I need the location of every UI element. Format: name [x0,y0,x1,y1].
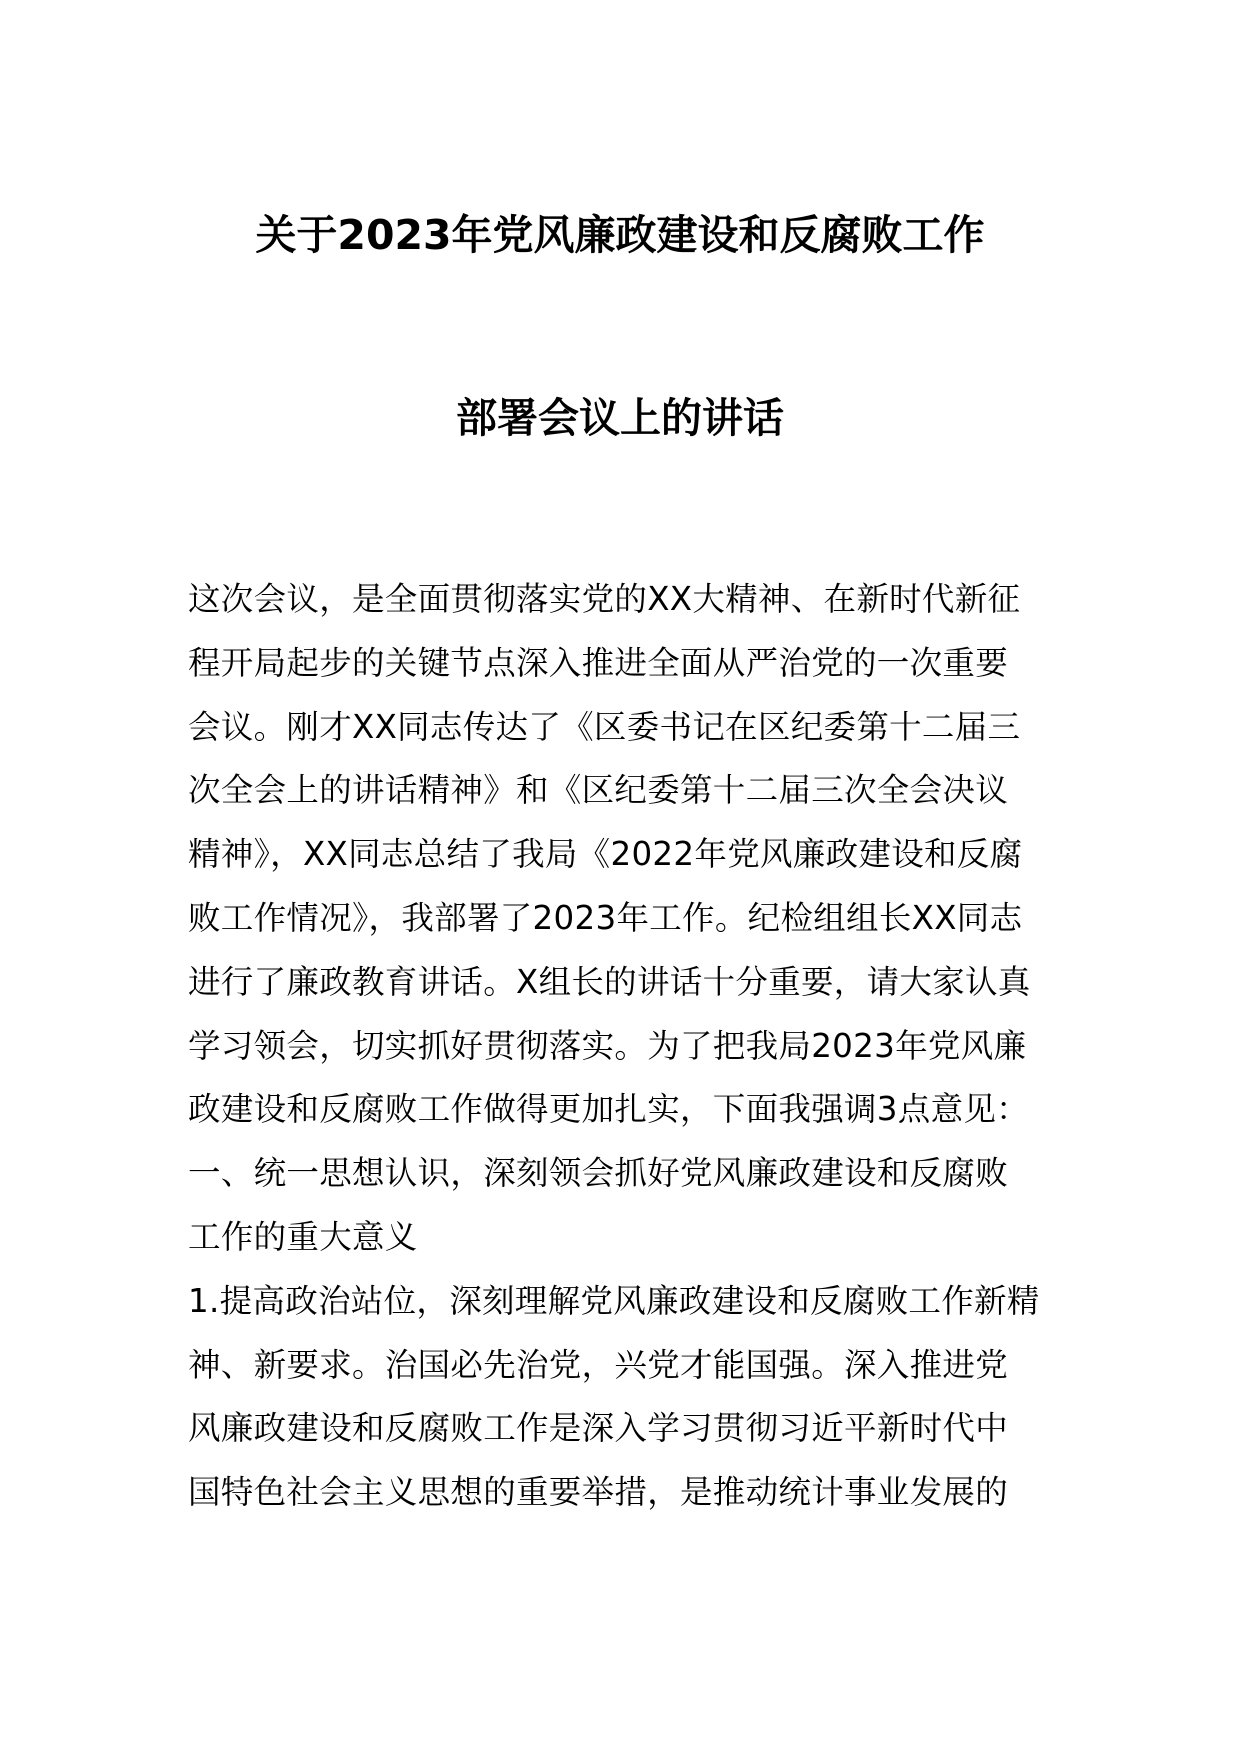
document-body [188,576,1058,1533]
body-line-8: 学习领会，切实抓好贯彻落实。为了把我局2023年党风廉 [188,1026,1027,1065]
body-line-5: 精神》，XX同志总结了我局《2022年党风廉政建设和反腐 [188,835,1023,874]
body-line-7: 进行了廉政教育讲话。X组长的讲话十分重要，请大家认真 [188,962,1031,1001]
body-line-4: 次全会上的讲话精神》和《区纪委第十二届三次全会决议 [188,771,1009,810]
document-title-line-2: 部署会议上的讲话 [456,394,784,442]
section-heading-line-2: 工作的重大意义 [188,1217,418,1256]
section-heading-line-1: 一、统一思想认识，深刻领会抓好党风廉政建设和反腐败 [188,1154,1009,1193]
document-title-line-1: 关于2023年党风廉政建设和反腐败工作 [255,211,985,259]
body-line-6: 败工作情况》，我部署了2023年工作。纪检组组长XX同志 [188,898,1023,937]
body-line-9: 政建设和反腐败工作做得更加扎实，下面我强调3点意见： [188,1090,1029,1129]
body-line-12: 1.提高政治站位，深刻理解党风廉政建设和反腐败工作新精 [188,1281,1040,1320]
body-line-14: 风廉政建设和反腐败工作是深入学习贯彻习近平新时代中 [188,1409,1009,1448]
body-line-3: 会议。刚才XX同志传达了《区委书记在区纪委第十二届三 [188,707,1021,746]
body-line-1: 这次会议，是全面贯彻落实党的XX大精神、在新时代新征 [188,580,1021,618]
body-line-13: 神、新要求。治国必先治党，兴党才能国强。深入推进党 [188,1345,1009,1384]
body-line-15: 国特色社会主义思想的重要举措，是推动统计事业发展的 [188,1473,1009,1512]
body-line-2: 程开局起步的关键节点深入推进全面从严治党的一次重要 [188,643,1009,682]
